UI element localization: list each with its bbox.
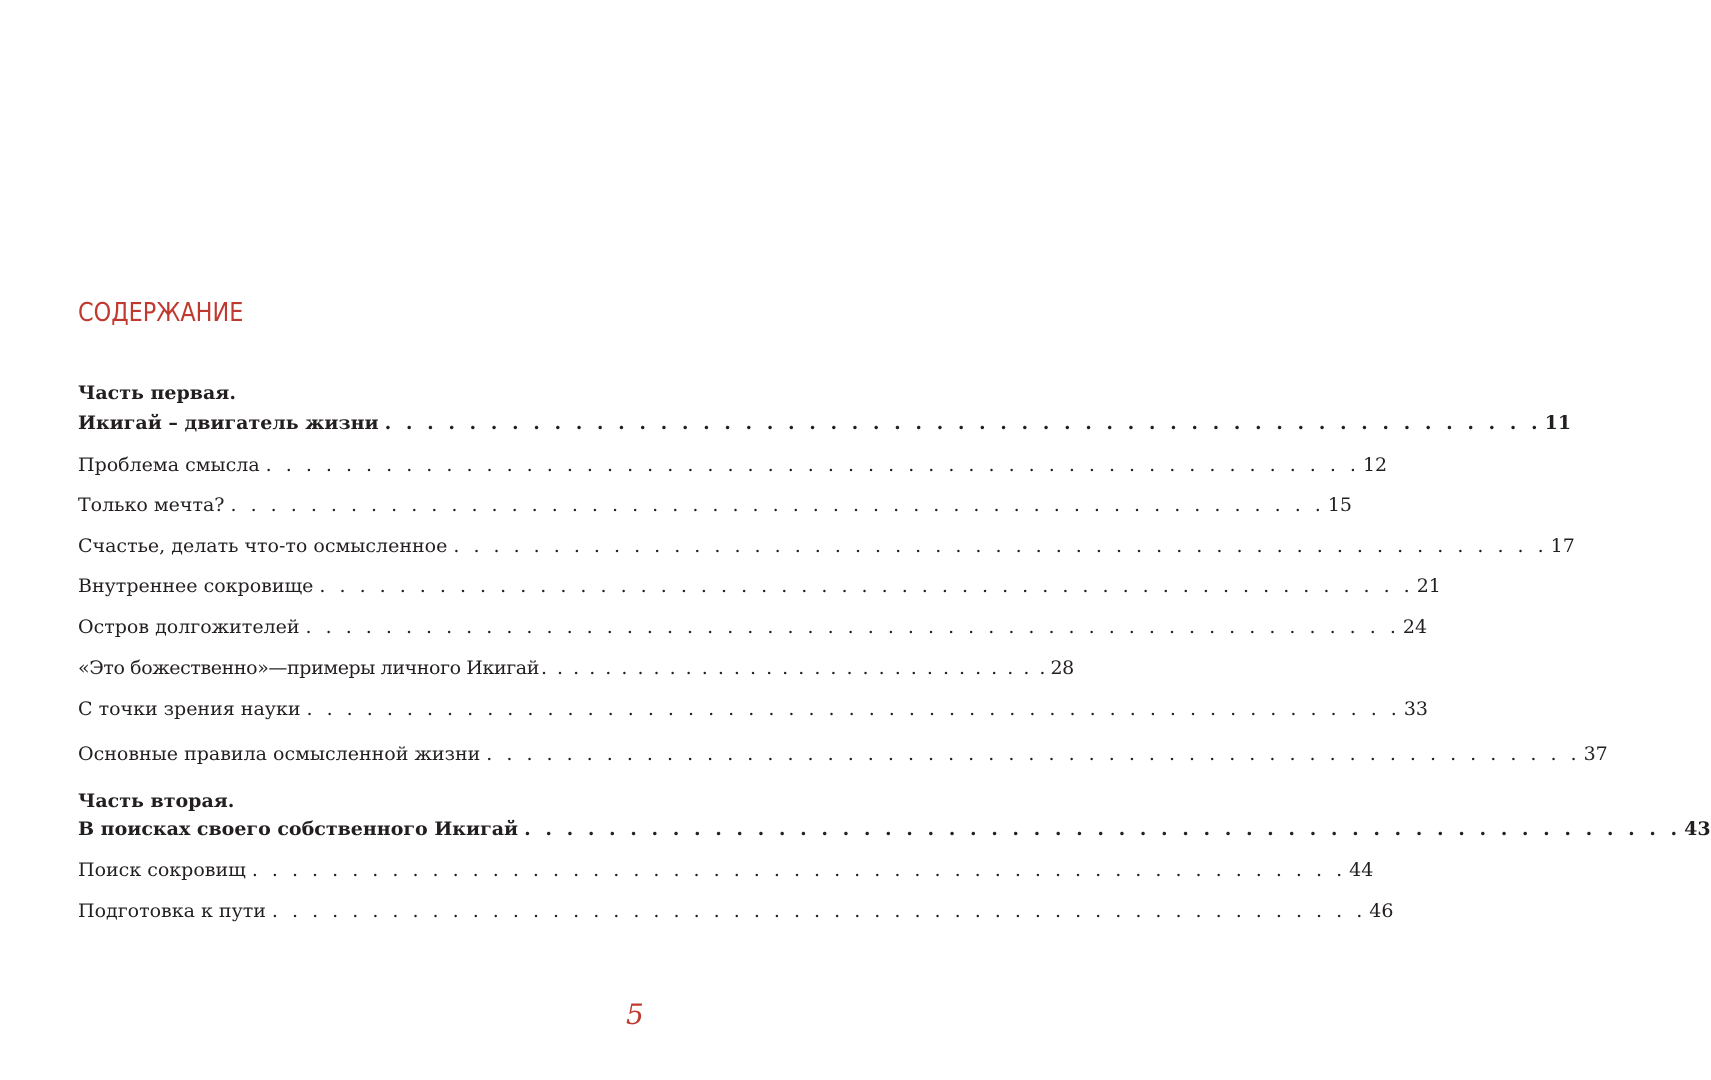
dot-leader: . . . . . . . . . . . . . . . . . . . . . . . . . . . . . . . . . . . . . . . . . . . . . . . . . . . . . . . xyxy=(319,575,1414,597)
toc-entry-title: Счастье, делать что-то осмысленное xyxy=(78,535,448,557)
part-2-heading: Часть вторая. xyxy=(78,790,235,812)
part-1-heading: Часть первая. xyxy=(78,382,236,404)
toc-entry-title: В поисках своего собственного Икигай xyxy=(78,818,519,840)
toc-entry[interactable] xyxy=(78,616,1428,638)
toc-page-number: 12 xyxy=(1362,454,1388,476)
toc-page-number: 15 xyxy=(1327,494,1352,516)
page-number: 5 xyxy=(626,998,644,1031)
dot-leader: . . . . . . . . . . . . . . . . . . . . . . . . . . . . . . . . . . . . . . . . . . . . . . . . . . . . . . . xyxy=(251,859,1347,881)
toc-entry-part-2[interactable] xyxy=(78,818,1711,840)
toc-entry[interactable] xyxy=(78,454,1388,476)
toc-page-number: 21 xyxy=(1416,575,1441,597)
toc-entry[interactable] xyxy=(78,575,1441,597)
toc-page-number: 17 xyxy=(1550,535,1575,557)
toc-page-number: 11 xyxy=(1544,412,1572,434)
toc-entry[interactable] xyxy=(78,535,1575,557)
toc-entry-title: Основные правила осмысленной жизни xyxy=(78,743,481,765)
toc-page-number: 33 xyxy=(1403,698,1428,720)
toc-entry[interactable] xyxy=(78,900,1394,922)
dot-leader: . . . . . . . . . . . . . . . . . . . . . . . . . . . . . . . . . . . . . . . . . . . . . . . . . . . . . . . xyxy=(271,900,1367,922)
toc-entry-title: Проблема смысла xyxy=(78,454,260,476)
toc-entry-title: Только мечта? xyxy=(78,494,225,516)
toc-page-number: 37 xyxy=(1583,743,1608,765)
toc-entry[interactable] xyxy=(78,657,1074,679)
toc-page-number: 28 xyxy=(1050,657,1074,679)
toc-entry-title: Поиск сокровищ xyxy=(78,859,246,881)
dot-leader: . . . . . . . . . . . . . . . . . . . . . . . . . . . . . . . . . . . . . . . . . . . . . . . . . . . . . . . xyxy=(230,494,1325,516)
toc-page-number: 24 xyxy=(1402,616,1428,638)
dot-leader: . . . . . . . . . . . . . . . . . . . . . . . . . . . . . . . . . . . . . . . . . . . . . . . . . . . . . . . xyxy=(486,743,1581,765)
dot-leader: . . . . . . . . . . . . . . . . . . . . . . . . . . . . . . . . . . . . . . . . . . . . . . . . . . . . . . . xyxy=(524,818,1682,840)
toc-entry-title: С точки зрения науки xyxy=(78,698,301,720)
dot-leader: . . . . . . . . . . . . . . . . . . . . . . . . . . . . . . . . . . . . . . . . . . . . . . . . . . . . . . . xyxy=(265,454,1360,476)
toc-page-number: 43 xyxy=(1684,818,1711,840)
dot-leader: . . . . . . . . . . . . . . . . . . . . . . . . . . . . . . . . . . . . . . . . . . . . . . . . . . . . . . . xyxy=(453,535,1548,557)
dot-leader: . . . . . . . . . . . . . . . . . . . . . . . . . . . . . . . . xyxy=(540,657,1048,679)
toc-entry[interactable] xyxy=(78,743,1608,765)
toc-page-number: 44 xyxy=(1349,859,1374,881)
dot-leader: . . . . . . . . . . . . . . . . . . . . . . . . . . . . . . . . . . . . . . . . . . . . . . . . . . . . . . . xyxy=(384,412,1542,434)
dot-leader: . . . . . . . . . . . . . . . . . . . . . . . . . . . . . . . . . . . . . . . . . . . . . . . . . . . . . . . xyxy=(306,698,1401,720)
toc-title: СОДЕРЖАНИЕ xyxy=(78,298,244,328)
toc-entry[interactable] xyxy=(78,859,1374,881)
toc-entry[interactable] xyxy=(78,698,1428,720)
toc-entry-part-1[interactable] xyxy=(78,412,1572,434)
toc-entry-title: Икигай – двигатель жизни xyxy=(78,412,379,434)
dot-leader: . . . . . . . . . . . . . . . . . . . . . . . . . . . . . . . . . . . . . . . . . . . . . . . . . . . . . . . xyxy=(305,616,1400,638)
toc-page-number: 46 xyxy=(1369,900,1394,922)
toc-entry-title: Остров долгожителей xyxy=(78,616,300,638)
toc-entry-title: Внутреннее сокровище xyxy=(78,575,314,597)
toc-entry-title: Подготовка к пути xyxy=(78,900,266,922)
toc-entry[interactable] xyxy=(78,494,1352,516)
toc-entry-title: «Это божественно»—примеры личного Икигай xyxy=(78,657,539,679)
